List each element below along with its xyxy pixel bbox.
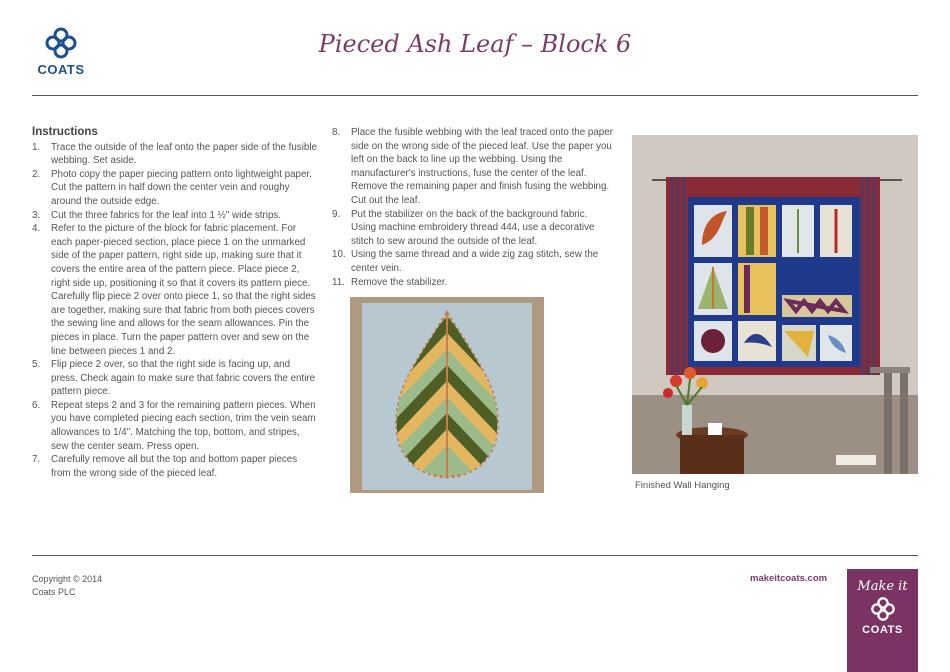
step-number: 2. [32, 168, 41, 180]
step-text: Refer to the picture of the block for fabric placement. For each paper-pieced section, place piece 1 on the unmarked side of the paper pattern, right side up, making sure that it covers the entire area of the pattern piece. Place piece 2, right side up, positioning it so that it covers its pattern piece. Carefully flip piece 2 over onto piece 1, so that the right sides are together, making sure that fabric from both pieces covers the sewing line and allows for the seam allowances. Pin the pieces in place. Turn the paper pattern over and sew on the line between pieces 1 and 2. [51, 223, 316, 357]
badge-bottom-text: COATS [862, 624, 903, 636]
footer-divider [32, 555, 918, 556]
step-number: 9. [332, 208, 341, 220]
badge-top-text: Make it [857, 579, 908, 594]
company-text: Coats PLC [32, 587, 76, 597]
step-number: 10. [332, 249, 346, 261]
instructions-list-2 [332, 126, 614, 289]
instruction-step [332, 126, 614, 208]
copyright-text: Copyright © 2014 [32, 574, 103, 584]
coats-knot-icon [868, 596, 898, 622]
step-text: Place the fusible webbing with the leaf traced onto the paper side on the wrong side of the pieced leaf. Use the paper you left on the back to line up the webbing. Using the manufacturer's instructions, fuse the center of the leaf. Remove the remaining paper and finish fusing the webbing. Cut out the leaf. [351, 127, 613, 206]
step-number: 3. [32, 209, 41, 221]
instruction-step [32, 222, 318, 358]
step-number: 7. [32, 454, 41, 466]
photo-caption: Finished Wall Hanging [635, 480, 730, 491]
step-text: Repeat steps 2 and 3 for the remaining pattern pieces. When you have completed piecing each section, trim the vein seam allowances to 1/4". Matching the top, bottom, and stripes, sew the center seam. Press open. [51, 399, 316, 452]
step-text: Carefully remove all but the top and bottom paper pieces from the wrong side of the pieced leaf. [51, 454, 298, 479]
instructions-heading: Instructions [32, 126, 98, 138]
instruction-step [332, 248, 614, 275]
pieced-leaf-photo [350, 297, 544, 493]
page-title: Pieced Ash Leaf – Block 6 [318, 30, 632, 58]
logo-text: COATS [37, 62, 85, 77]
step-text: Photo copy the paper piecing pattern onto lightweight paper. Cut the pattern in half down the center vein and roughy around the outside edge. [51, 168, 312, 207]
instruction-step [332, 276, 614, 290]
step-text: Using the same thread and a wide zig zag stitch, sew the center vein. [351, 249, 599, 274]
instruction-step [332, 208, 614, 249]
instruction-step [32, 399, 318, 453]
instruction-step [32, 168, 318, 209]
instructions-list-1 [32, 141, 318, 481]
make-it-coats-badge [847, 569, 918, 672]
header-divider [32, 95, 918, 96]
copyright-block [32, 573, 102, 599]
step-number: 6. [32, 399, 41, 411]
instruction-step [32, 141, 318, 168]
step-number: 1. [32, 141, 41, 153]
step-text: Cut the three fabrics for the leaf into 1 ½" wide strips. [51, 209, 282, 221]
instruction-step [32, 453, 318, 480]
step-number: 8. [332, 127, 341, 138]
instructions-column-2 [332, 126, 614, 289]
step-number: 11. [332, 276, 345, 288]
instruction-step [32, 209, 318, 223]
wall-hanging-photo [632, 135, 918, 474]
step-text: Remove the stabilizer. [351, 276, 448, 288]
step-number: 5. [32, 359, 41, 371]
step-number: 4. [32, 223, 41, 235]
step-text: Put the stabilizer on the back of the background fabric. Using machine embroidery thread 444, use a decorative stitch to sew around the outside of the leaf. [351, 208, 595, 247]
instruction-step [32, 358, 318, 399]
step-text: Flip piece 2 over, so that the right side is facing up, and press. Check again to make sure that fabric covers the entire pattern piece. [51, 359, 316, 398]
website-link[interactable]: makeitcoats.com [750, 573, 828, 584]
instructions-column-1 [32, 126, 318, 480]
step-text: Trace the outside of the leaf onto the paper side of the fusible webbing. Set aside. [51, 141, 317, 167]
